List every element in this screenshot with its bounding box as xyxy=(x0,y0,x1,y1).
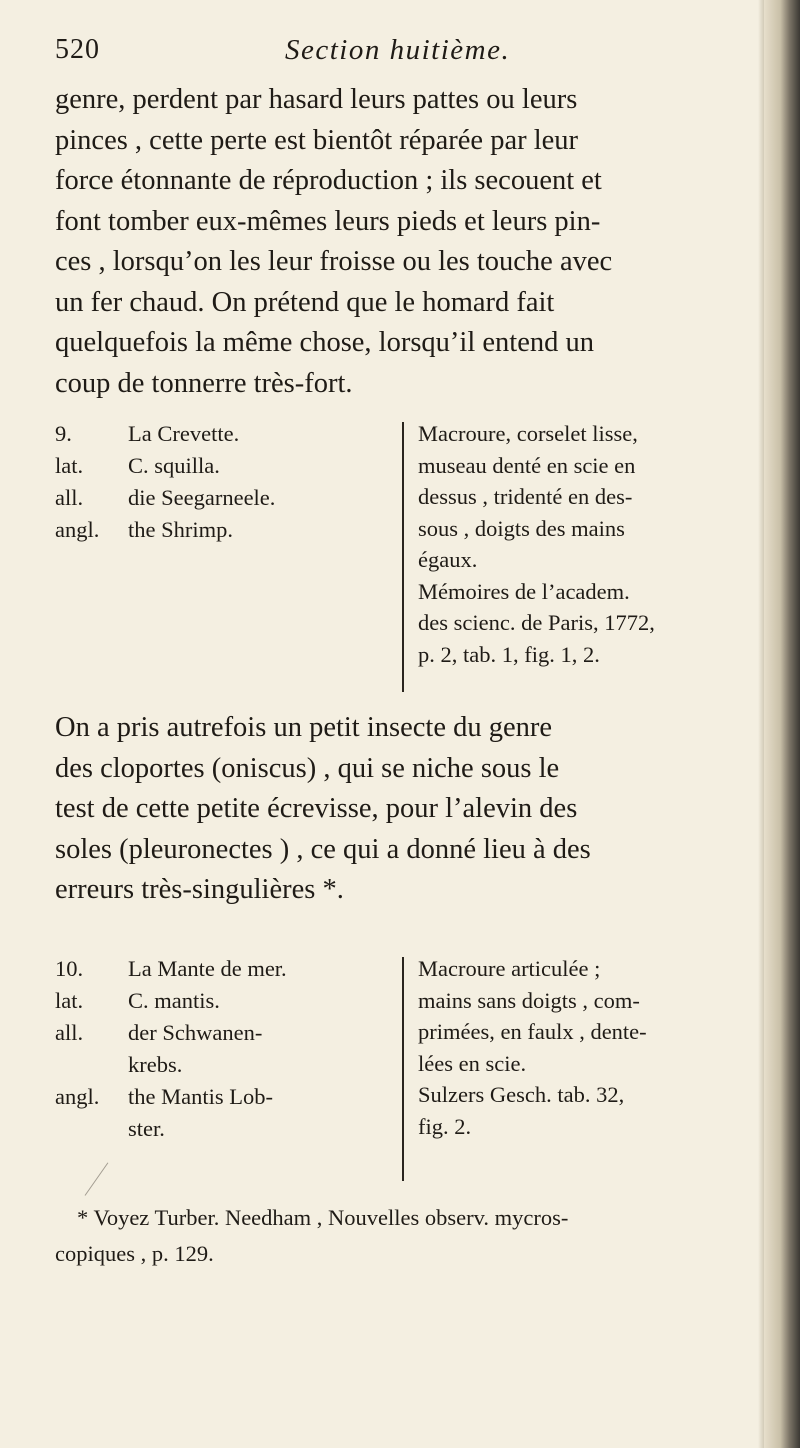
description-line: mains sans doigts , com- xyxy=(418,987,640,1013)
english-name-continued: ster. xyxy=(128,1116,165,1141)
description-line: Sulzers Gesch. tab. 32, xyxy=(418,1082,625,1107)
paragraph-line: ces , lorsqu’on les leur froisse ou les touche avec xyxy=(55,246,613,277)
description-line: égaux. xyxy=(418,547,478,572)
german-label: all. xyxy=(55,1020,84,1045)
paragraph-line: coup de tonnerre très-fort. xyxy=(55,367,353,399)
english-label: angl. xyxy=(55,1084,100,1109)
paragraph-1 xyxy=(55,80,755,404)
description-line: Macroure, corselet lisse, xyxy=(418,421,638,446)
description-line: lées en scie. xyxy=(418,1050,527,1076)
paragraph-line: font tomber eux-mêmes leurs pieds et leurs pin- xyxy=(55,205,601,237)
description-line: primées, en faulx , dente- xyxy=(418,1019,647,1044)
column-divider xyxy=(402,422,404,692)
paragraph-line: On a pris autrefois un petit insecte du genre xyxy=(55,712,553,743)
footnote xyxy=(55,1200,755,1272)
species-latin-row xyxy=(55,450,400,482)
latin-label: lat. xyxy=(55,988,84,1013)
species-german-row-continued xyxy=(55,1049,400,1081)
species-description xyxy=(418,953,763,1142)
species-entry-9 xyxy=(55,418,760,700)
species-english-row-continued xyxy=(55,1113,400,1145)
species-german-row xyxy=(55,482,400,514)
paragraph-line: force étonnante de réproduction ; ils secouent et xyxy=(55,165,602,196)
column-divider xyxy=(402,957,404,1181)
species-common-name-row xyxy=(55,418,400,450)
english-name: the Mantis Lob- xyxy=(128,1084,273,1109)
description-line: Macroure articulée ; xyxy=(418,956,601,981)
english-name: the Shrimp. xyxy=(128,517,233,542)
english-label: angl. xyxy=(55,517,100,542)
species-common-name: La Crevette. xyxy=(128,421,240,446)
description-line: des scienc. de Paris, 1772, xyxy=(418,610,655,635)
german-label: all. xyxy=(55,485,84,510)
species-common-name: La Mante de mer. xyxy=(128,956,287,981)
paragraph-line: un fer chaud. On prétend que le homard fait xyxy=(55,286,555,318)
paragraph-line: pinces , cette perte est bientôt réparée par leur xyxy=(55,124,579,156)
species-english-row xyxy=(55,514,400,546)
species-number: 9. xyxy=(55,421,72,446)
species-names xyxy=(55,953,400,1145)
species-entry-10 xyxy=(55,953,760,1198)
species-german-row xyxy=(55,1017,400,1049)
paragraph-line: erreurs très-singulières *. xyxy=(55,874,344,905)
latin-label: lat. xyxy=(55,453,84,478)
description-line: museau denté en scie en xyxy=(418,452,636,478)
paragraph-2 xyxy=(55,708,755,911)
description-line: Mémoires de l’academ. xyxy=(418,578,630,604)
paragraph-line: soles (pleuronectes ) , ce qui a donné lieu à des xyxy=(55,833,591,865)
species-number: 10. xyxy=(55,956,84,981)
species-description xyxy=(418,418,763,670)
description-line: dessus , tridenté en des- xyxy=(418,484,633,509)
footnote-line: * Voyez Turber. Needham , Nouvelles observ. mycros- xyxy=(77,1205,569,1230)
paragraph-line: genre, perdent par hasard leurs pattes ou leurs xyxy=(55,84,578,115)
page-number: 520 xyxy=(55,34,100,65)
species-latin-row xyxy=(55,985,400,1017)
paragraph-line: test de cette petite écrevisse, pour l’alevin des xyxy=(55,793,578,824)
page-header xyxy=(55,34,695,78)
latin-name: C. mantis. xyxy=(128,988,220,1013)
description-line: fig. 2. xyxy=(418,1113,472,1139)
species-names xyxy=(55,418,400,546)
latin-name: C. squilla. xyxy=(128,453,220,478)
species-common-name-row xyxy=(55,953,400,985)
running-head: Section huitième. xyxy=(285,34,511,66)
paragraph-line: quelquefois la même chose, lorsqu’il entend un xyxy=(55,327,594,358)
page-edge-shadow xyxy=(764,0,800,1448)
page-edge-highlight xyxy=(758,0,764,1448)
german-name: die Seegarneele. xyxy=(128,485,276,510)
german-name: der Schwanen- xyxy=(128,1020,263,1045)
species-english-row xyxy=(55,1081,400,1113)
paragraph-line: des cloportes (oniscus) , qui se niche sous le xyxy=(55,752,560,784)
german-name-continued: krebs. xyxy=(128,1052,183,1077)
description-line: p. 2, tab. 1, fig. 1, 2. xyxy=(418,641,600,667)
footnote-line: copiques , p. 129. xyxy=(55,1241,214,1266)
description-line: sous , doigts des mains xyxy=(418,515,625,541)
